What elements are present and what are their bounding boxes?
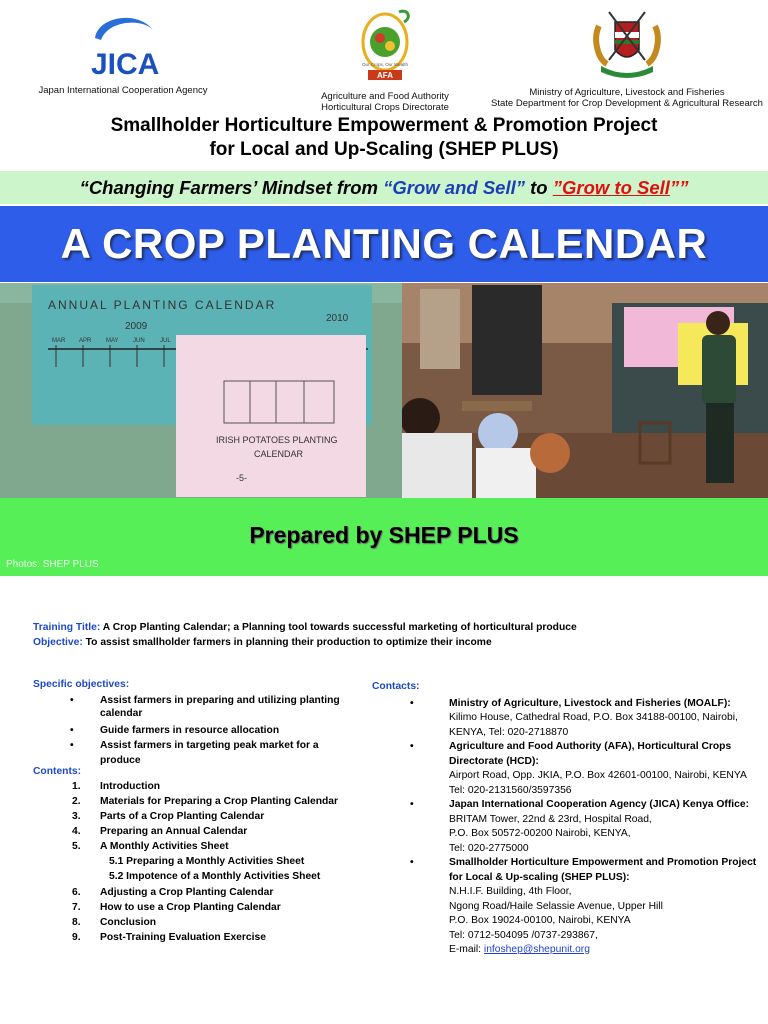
contacts-section [372,680,762,958]
slogan-part1: “Changing Farmers’ Mindset from [79,177,384,198]
list-item: 5. A Monthly Activities Sheet [72,841,229,852]
contact-line: P.O. Box 19024-00100, Nairobi, KENYA [449,915,631,926]
contact-line: Tel: 0712-504095 /0737-293867, [449,929,598,941]
training-title-value: A Crop Planting Calendar; a Planning tool towards successful marketing of horticultural produce [100,622,577,633]
bullet-icon: • [70,740,74,751]
bullet-icon: • [70,695,74,706]
bullet-icon: • [70,725,74,736]
list-item: • Assist farmers in preparing and utilizing planting calendar [70,695,340,719]
contact-line: Ngong Road/Haile Selassie Avenue, Upper Hill [449,900,663,912]
main-title: A CROP PLANTING CALENDAR [60,220,708,267]
calendar-month-label: MAY [106,338,119,344]
bullet-icon: • [410,697,414,709]
logo-header [0,0,768,112]
contact-line: N.H.I.F. Building, 4th Floor, [449,886,572,897]
photo-credit: Photos: SHEP PLUS [6,559,99,570]
classroom-photo-illustration [402,283,768,498]
slogan-banner [0,171,768,204]
objective [33,636,492,649]
contact-head: Smallholder Horticulture Empowerment and Promotion Project for Local & Up-scaling (SHEP PLUS): [449,857,757,883]
jica-logo-icon [83,8,163,78]
contact-head: Japan International Cooperation Agency (JICA) Kenya Office: [449,799,749,810]
calendar-month-label: APR [79,338,92,344]
contact-line: Tel: 020-2775000 [449,842,529,854]
list-item: • Assist farmers in targeting peak market for a produce [70,740,319,766]
project-title [0,114,768,162]
project-title-line1: Smallholder Horticulture Empowerment & Promotion Project [110,115,658,136]
contact-head: Ministry of Agriculture, Livestock and Fisheries (MOALF): [449,697,731,709]
photo-strip [0,283,768,498]
list-item: 8. Conclusion [72,917,157,928]
list-item: 9. Post-Training Evaluation Exercise [72,932,266,943]
prepared-by: Prepared by SHEP PLUS [249,522,519,548]
bullet-icon: • [410,799,414,810]
ministry-caption-line2: State Department for Crop Development & Agricultural Research [491,98,763,109]
contact-line: Tel: 020-2131560/3597356 [449,784,572,796]
afa-caption-line1: Agriculture and Food Authority [321,91,449,102]
specific-objectives-list [70,694,360,768]
slogan-part5: ”” [669,177,689,198]
jica-logo-block [18,8,228,96]
kenya-coat-of-arms-icon [589,8,665,80]
training-title-label: Training Title: [33,622,101,633]
list-item: 5.1 Preparing a Monthly Activities Sheet [109,856,305,867]
calendar-month-label: JUN [133,338,145,344]
slogan-grow-and-sell: “Grow and Sell” [383,177,525,198]
contact-afa [372,740,762,798]
calendar-photo-illustration [0,283,402,498]
list-item: 3. Parts of a Crop Planting Calendar [72,811,265,822]
calendar-photo [0,283,402,498]
project-title-line2: for Local and Up-Scaling (SHEP PLUS) [209,139,559,160]
contact-line: Kilimo House, Cathedral Road, P.O. Box 34188-00100, Nairobi, KENYA, Tel: 020-2718870 [449,712,738,738]
slogan-part3: to [525,177,553,198]
list-item: 1. Introduction [72,781,161,792]
classroom-photo [402,283,768,498]
objective-label: Objective: [33,637,83,648]
afa-caption-line2: Horticultural Crops Directorate [321,102,449,113]
svg-text:AFA: AFA [377,71,393,80]
contact-line: P.O. Box 50572-00200 Nairobi, KENYA, [449,828,631,839]
bullet-icon: • [410,857,414,868]
svg-text:JICA: JICA [91,48,160,78]
ministry-caption-line1: Ministry of Agriculture, Livestock and Fisheries [529,87,725,98]
list-item: 5.2 Impotence of a Monthly Activities Sheet [109,871,321,882]
calendar-month-label: JUL [160,338,171,344]
svg-text:Our Crops, Our Wealth: Our Crops, Our Wealth [362,62,408,67]
svg-text:2010: 2010 [326,313,349,324]
svg-text:-5-: -5- [236,473,247,483]
list-item: 4. Preparing an Annual Calendar [72,826,248,837]
contact-line: BRITAM Tower, 22nd & 23rd, Hospital Road, [449,813,652,825]
contact-head: Agriculture and Food Authority (AFA), Horticultural Crops Directorate (HCD): [449,741,732,767]
slogan-grow-to-sell: ”Grow to Sell [552,177,670,198]
training-title [33,621,577,634]
contacts-label: Contacts: [372,681,420,692]
list-item: • Guide farmers in resource allocation [70,725,280,736]
svg-text:IRISH POTATOES PLANTING: IRISH POTATOES PLANTING [216,435,338,445]
jica-caption: Japan International Cooperation Agency [38,85,208,96]
email-link[interactable]: infoshep@shepunit.org [483,944,590,955]
afa-logo-icon [354,6,416,84]
afa-logo-block [300,6,470,113]
svg-text:CALENDAR: CALENDAR [254,449,304,459]
contact-jica [372,798,762,856]
prepared-by-banner [0,498,768,576]
svg-text:2009: 2009 [125,321,148,332]
ministry-logo-block [488,8,766,109]
calendar-month-label: MAR [52,338,66,344]
list-item: 2. Materials for Preparing a Crop Planting Calendar [72,796,339,807]
bullet-icon: • [410,741,414,752]
contact-email [449,943,762,958]
specific-objectives-label: Specific objectives: [33,679,130,690]
email-label: E-mail: [449,944,484,955]
main-title-banner [0,206,768,282]
contents-list [72,779,372,945]
svg-text:ANNUAL PLANTING CALENDAR: ANNUAL PLANTING CALENDAR [48,298,277,312]
objective-value: To assist smallholder farmers in planning their production to optimize their income [82,637,492,648]
list-item: 6. Adjusting a Crop Planting Calendar [72,887,274,898]
list-item: 7. How to use a Crop Planting Calendar [72,902,281,913]
contact-moalf [372,697,762,741]
contents-label: Contents: [33,766,82,777]
contact-line: Airport Road, Opp. JKIA, P.O. Box 42601-00100, Nairobi, KENYA [449,770,747,781]
contact-shep-plus [372,856,762,958]
